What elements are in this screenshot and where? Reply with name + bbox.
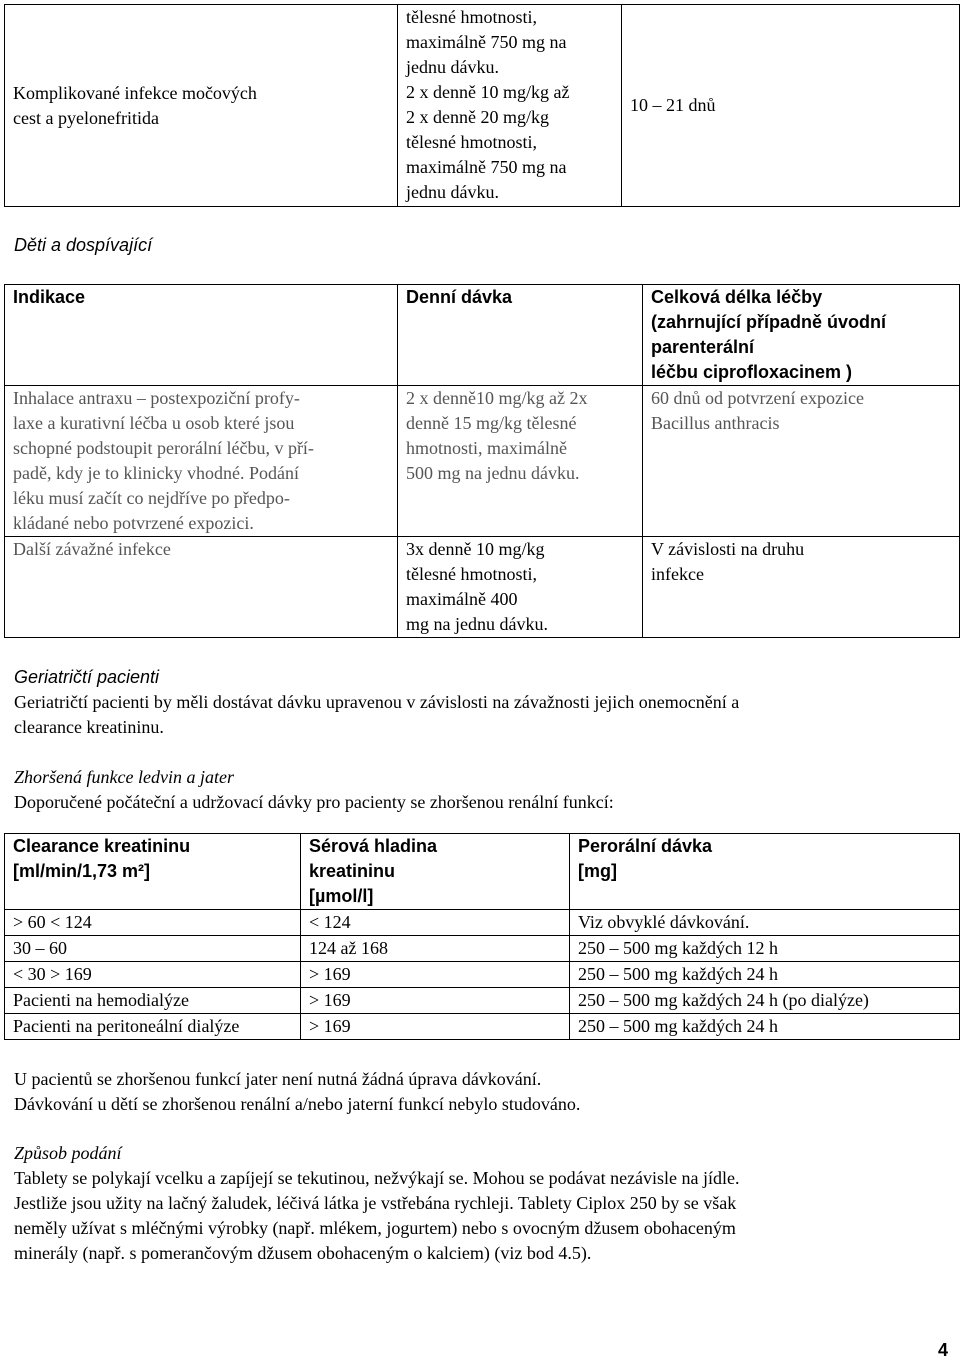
children-dosage-table bbox=[4, 284, 960, 638]
table-row bbox=[5, 962, 960, 988]
duration-cell: V závislosti na druhu infekce bbox=[643, 537, 960, 638]
table-cell: < 124 bbox=[301, 910, 570, 936]
header-creatinine-clearance: Clearance kreatininu [ml/min/1,73 m²] bbox=[5, 834, 301, 910]
dose-text: 2 x denně 10 mg/kg až 2 x denně 20 mg/kg tělesné hmotnosti, maximálně 750 mg na jednu dávku. bbox=[406, 82, 570, 202]
table-row bbox=[5, 5, 960, 207]
table-cell: Viz obvyklé dávkování. bbox=[570, 910, 960, 936]
table-row bbox=[5, 910, 960, 936]
header-oral-dose: Perorální dávka [mg] bbox=[570, 834, 960, 910]
table-cell: > 169 bbox=[301, 1014, 570, 1040]
duration-cell bbox=[622, 5, 960, 207]
table-cell: 250 – 500 mg každých 12 h bbox=[570, 936, 960, 962]
table-cell: > 169 bbox=[301, 988, 570, 1014]
geriatric-section bbox=[14, 665, 914, 740]
table-cell: 250 – 500 mg každých 24 h bbox=[570, 1014, 960, 1040]
administration-line: neměly užívat s mléčnými výrobky (např. mlékem, jogurtem) nebo s ovocným džusem obohaceným bbox=[14, 1218, 736, 1238]
table-cell: Pacienti na peritoneální dialýze bbox=[5, 1014, 301, 1040]
indication-cell bbox=[5, 5, 398, 207]
table-row bbox=[5, 537, 960, 638]
pediatric-note: Dávkování u dětí se zhoršenou renální a/nebo jaterní funkcí nebylo studováno. bbox=[14, 1094, 581, 1114]
dose-cell: 2 x denně10 mg/kg až 2x denně 15 mg/kg tělesné hmotnosti, maximálně 500 mg na jednu dávku. bbox=[398, 386, 643, 537]
renal-section bbox=[14, 765, 914, 815]
table-cell: 124 až 168 bbox=[301, 936, 570, 962]
table-cell: < 30 > 169 bbox=[5, 962, 301, 988]
geriatric-heading: Geriatričtí pacienti bbox=[14, 667, 160, 687]
table-header-row bbox=[5, 834, 960, 910]
indication-cell: Další závažné infekce bbox=[5, 537, 398, 638]
header-daily-dose: Denní dávka bbox=[398, 285, 643, 386]
indication-text: Komplikované infekce močových cest a pyelonefritida bbox=[13, 82, 257, 128]
duration-cell: 60 dnů od potvrzení expozice Bacillus anthracis bbox=[643, 386, 960, 537]
table-cell: 250 – 500 mg každých 24 h bbox=[570, 962, 960, 988]
administration-line: Jestliže jsou užity na lačný žaludek, léčivá látka je vstřebána rychleji. Tablety Ciplox 250 by se však bbox=[14, 1193, 737, 1213]
administration-line: Tablety se polykají vcelku a zapíjejí se tekutinou, nežvýkají se. Mohou se podávat nezávisle na jídle. bbox=[14, 1168, 740, 1188]
table-cell: > 60 < 124 bbox=[5, 910, 301, 936]
renal-heading: Zhoršená funkce ledvin a jater bbox=[14, 767, 234, 787]
geriatric-text-line: clearance kreatininu. bbox=[14, 717, 164, 737]
duration-text: 10 – 21 dnů bbox=[630, 95, 716, 115]
renal-intro: Doporučené počáteční a udržovací dávky pro pacienty se zhoršenou renální funkcí: bbox=[14, 792, 614, 812]
hepatic-note: U pacientů se zhoršenou funkcí jater není nutná žádná úprava dávkování. bbox=[14, 1069, 542, 1089]
table-row bbox=[5, 386, 960, 537]
table-header-row bbox=[5, 285, 960, 386]
renal-dosage-table bbox=[4, 833, 960, 1040]
table-row bbox=[5, 936, 960, 962]
table-cell: > 169 bbox=[301, 962, 570, 988]
table-cell: 250 – 500 mg každých 24 h (po dialýze) bbox=[570, 988, 960, 1014]
geriatric-text-line: Geriatričtí pacienti by měli dostávat dávku upravenou v závislosti na závažnosti jejich onemocnění a bbox=[14, 692, 740, 712]
administration-section bbox=[14, 1141, 914, 1266]
administration-line: minerály (např. s pomerančovým džusem obohaceným o kalciem) (viz bod 4.5). bbox=[14, 1243, 592, 1263]
header-indication: Indikace bbox=[5, 285, 398, 386]
renal-notes bbox=[14, 1067, 914, 1117]
administration-heading: Způsob podání bbox=[14, 1143, 122, 1163]
table-cell: 30 – 60 bbox=[5, 936, 301, 962]
dose-cell: 3x denně 10 mg/kg tělesné hmotnosti, maximálně 400 mg na jednu dávku. bbox=[398, 537, 643, 638]
table-row bbox=[5, 1014, 960, 1040]
children-heading: Děti a dospívající bbox=[14, 235, 153, 255]
dose-cell bbox=[398, 5, 622, 207]
header-serum-creatinine: Sérová hladina kreatininu [µmol/l] bbox=[301, 834, 570, 910]
indication-cell: Inhalace antraxu – postexpoziční profy- laxe a kurativní léčba u osob které jsou schopné podstoupit perorální léčbu, v pří- padě, kdy je to klinicky vhodné. Podání léku musí začít co nejdříve po předpo- kládané nebo potvrzené expozici. bbox=[5, 386, 398, 537]
top-dosage-table bbox=[4, 4, 960, 207]
header-total-duration: Celková délka léčby (zahrnující případně úvodní parenterální léčbu ciprofloxacinem ) bbox=[643, 285, 960, 386]
table-row bbox=[5, 988, 960, 1014]
table-cell: Pacienti na hemodialýze bbox=[5, 988, 301, 1014]
dose-continuation-text: tělesné hmotnosti, maximálně 750 mg na jednu dávku. bbox=[406, 7, 567, 77]
page-number: 4 bbox=[937, 1340, 948, 1360]
